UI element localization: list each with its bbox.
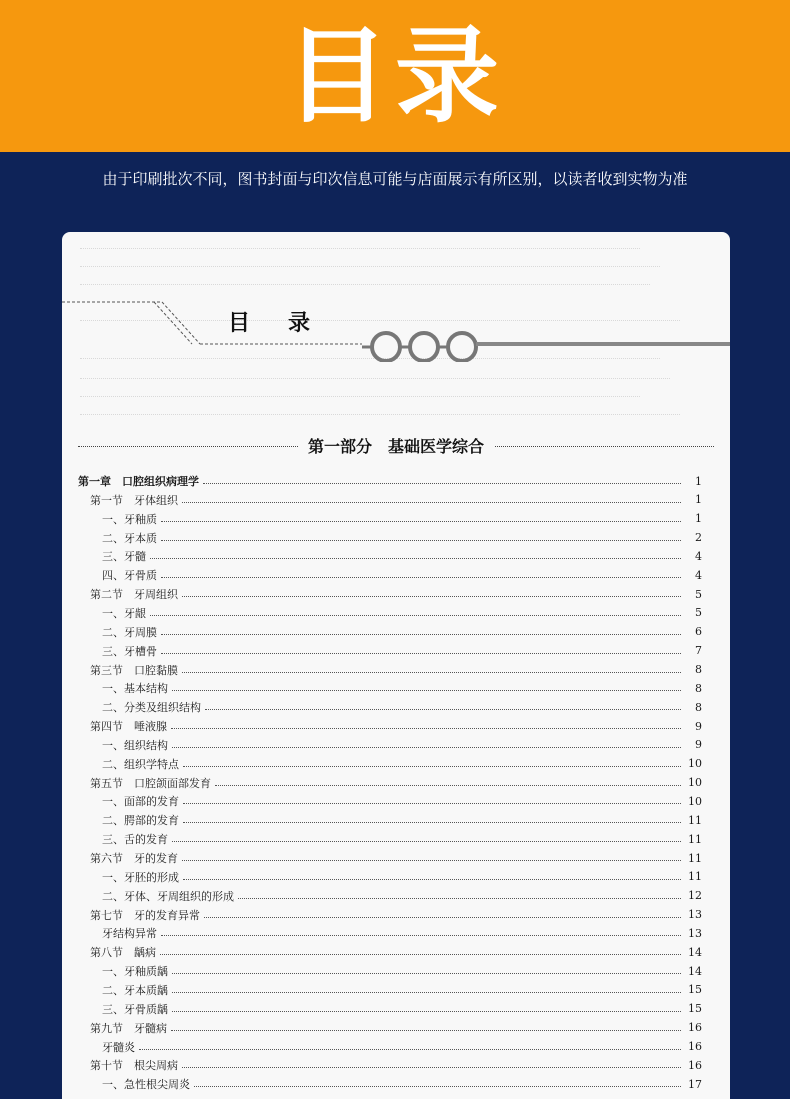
toc-entry	[78, 736, 702, 754]
toc-entry-page: 14	[688, 964, 702, 978]
toc-leader-dots	[161, 540, 681, 541]
toc-entry-page: 5	[695, 606, 702, 620]
toc-leader-dots	[182, 860, 681, 861]
toc-entry	[78, 566, 702, 584]
toc-entry-label: 二、牙本质龋	[102, 983, 168, 997]
toc-entry-page: 10	[688, 776, 702, 790]
toc-leader-dots	[182, 672, 681, 673]
toc-entry-page: 11	[688, 832, 702, 846]
toc-entry	[78, 962, 702, 980]
toc-entry	[78, 1056, 702, 1074]
toc-entry-page: 15	[688, 1002, 702, 1016]
toc-leader-dots	[160, 954, 681, 955]
toc-entry-label: 一、牙龈	[102, 606, 146, 620]
toc-entry	[78, 868, 702, 886]
toc-entry-label: 第三节 口腔黏膜	[90, 663, 178, 677]
toc-leader-dots	[150, 558, 681, 559]
toc-entry	[78, 943, 702, 961]
toc-entry-page: 17	[688, 1077, 702, 1091]
toc-entry-label: 三、牙髓	[102, 550, 146, 564]
toc-entry-label: 一、牙胚的形成	[102, 870, 179, 884]
toc-leader-dots	[139, 1049, 681, 1050]
toc-entry-page: 14	[688, 945, 702, 959]
toc-entry-label: 一、牙釉质龋	[102, 965, 168, 979]
toc-leader-dots	[182, 596, 681, 597]
toc-leader-dots	[171, 728, 681, 729]
toc-leader-dots	[172, 973, 681, 974]
toc-leader-dots	[172, 747, 681, 748]
toc-title: 目录	[228, 311, 349, 336]
toc-leader-dots	[182, 502, 681, 503]
toc-entry	[78, 830, 702, 848]
toc-leader-dots	[171, 1030, 681, 1031]
toc-entry-page: 16	[688, 1058, 702, 1072]
toc-leader-dots	[172, 841, 681, 842]
toc-entry	[78, 585, 702, 603]
toc-entry-page: 2	[695, 531, 702, 545]
toc-entry-label: 第十节 根尖周病	[90, 1059, 178, 1073]
toc-entry-page: 11	[688, 870, 702, 884]
toc-entry-page: 11	[688, 851, 702, 865]
toc-entry-page: 8	[695, 700, 702, 714]
toc-header-ornament-icon	[62, 232, 730, 362]
toc-entry-page: 11	[688, 813, 702, 827]
toc-entry-label: 第五节 口腔颌面部发育	[90, 776, 211, 790]
toc-entry-label: 一、面部的发育	[102, 795, 179, 809]
toc-entry-label: 第七节 牙的发育异常	[90, 908, 200, 922]
toc-entry	[78, 529, 702, 547]
toc-leader-dots	[161, 634, 681, 635]
toc-entry	[78, 698, 702, 716]
toc-entry-page: 5	[695, 587, 702, 601]
toc-leader-dots	[183, 766, 681, 767]
toc-entry-page: 12	[688, 889, 702, 903]
toc-leader-dots	[161, 653, 681, 654]
toc-entry-label: 一、组织结构	[102, 738, 168, 752]
toc-header	[62, 232, 730, 362]
toc-entry-page: 13	[688, 908, 702, 922]
toc-entry-page: 13	[688, 926, 702, 940]
toc-leader-dots	[182, 1067, 681, 1068]
toc-entry-label: 牙结构异常	[102, 927, 157, 941]
toc-leader-dots	[172, 1011, 681, 1012]
toc-leader-dots	[238, 898, 681, 899]
toc-entry-label: 第一节 牙体组织	[90, 493, 178, 507]
toc-leader-dots	[183, 822, 681, 823]
toc-entry-page: 8	[695, 663, 702, 676]
toc-leader-dots	[150, 615, 681, 616]
toc-entry-page: 9	[695, 738, 702, 752]
toc-entry-label: 二、牙体、牙周组织的形成	[102, 889, 234, 903]
toc-entry	[78, 679, 702, 697]
toc-entry	[78, 887, 702, 905]
toc-entry-label: 二、组织学特点	[102, 757, 179, 771]
toc-entry	[78, 604, 702, 622]
toc-entry-page: 16	[688, 1040, 702, 1053]
toc-entry-label: 三、牙骨质龋	[102, 1002, 168, 1016]
toc-entry	[78, 924, 702, 942]
toc-entry-label: 二、腭部的发育	[102, 814, 179, 828]
toc-entry	[78, 792, 702, 810]
toc-entry-page: 15	[688, 983, 702, 997]
toc-entry	[78, 1000, 702, 1018]
toc-entry-label: 一、牙釉质	[102, 512, 157, 526]
toc-entry-label: 一、基本结构	[102, 682, 168, 696]
toc-entry-page: 4	[695, 549, 702, 563]
header-banner	[0, 0, 790, 152]
toc-entry	[78, 547, 702, 565]
toc-entry-label: 第九节 牙髓病	[90, 1021, 167, 1035]
toc-entry-page: 7	[695, 644, 702, 658]
part-title	[78, 434, 714, 457]
toc-entry	[78, 510, 702, 528]
toc-leader-dots	[203, 483, 681, 484]
toc-entry	[78, 1075, 702, 1093]
toc-entry	[78, 811, 702, 829]
toc-entry-label: 二、分类及组织结构	[102, 701, 201, 715]
toc-entry-label: 四、牙骨质	[102, 569, 157, 583]
toc-entry-page: 6	[695, 625, 702, 639]
toc-leader-dots	[194, 1086, 681, 1087]
toc-entry	[78, 774, 702, 792]
toc-leader-dots	[205, 709, 681, 710]
banner-title: 目录	[284, 15, 505, 137]
toc-entry	[78, 491, 702, 509]
toc-leader-dots	[161, 577, 681, 578]
toc-entry-page: 10	[688, 757, 702, 771]
toc-entry	[78, 906, 702, 924]
toc-entry	[78, 981, 702, 999]
toc-entry-label: 第一章 口腔组织病理学	[78, 475, 199, 488]
toc-leader-dots	[204, 917, 681, 918]
toc-entry-page: 16	[688, 1021, 702, 1035]
toc-page-image	[62, 232, 730, 1099]
part-heading	[78, 432, 714, 462]
part-title-text: 第一部分 基础医学综合	[298, 437, 494, 456]
toc-entry	[78, 623, 702, 641]
toc-entry	[78, 642, 702, 660]
toc-entry-page: 1	[695, 512, 702, 526]
toc-entry-label: 二、牙本质	[102, 531, 157, 545]
toc-entry-page: 9	[695, 719, 702, 733]
ghost-line	[80, 378, 670, 379]
ghost-line	[80, 396, 640, 397]
toc-entry-label: 第八节 龋病	[90, 946, 156, 960]
ghost-line	[80, 414, 680, 415]
toc-entry-page: 8	[695, 681, 702, 695]
toc-entry	[78, 849, 702, 867]
toc-entry	[78, 717, 702, 735]
toc-leader-dots	[161, 521, 681, 522]
toc-leader-dots	[172, 992, 681, 993]
toc-leader-dots	[172, 690, 681, 691]
toc-entry	[78, 1019, 702, 1037]
toc-entry	[78, 472, 702, 490]
toc-entry-label: 第二节 牙周组织	[90, 588, 178, 602]
toc-leader-dots	[183, 803, 681, 804]
toc-entry-label: 三、牙槽骨	[102, 644, 157, 658]
toc-entry	[78, 755, 702, 773]
toc-entry-label: 第四节 唾液腺	[90, 720, 167, 734]
toc-entry-label: 一、急性根尖周炎	[102, 1078, 190, 1092]
toc-entry-page: 4	[695, 568, 702, 582]
toc-leader-dots	[183, 879, 681, 880]
toc-entry-label: 二、牙周膜	[102, 625, 157, 639]
print-notice: 由于印刷批次不同，图书封面与印次信息可能与店面展示有所区别，以读者收到实物为准	[102, 170, 688, 188]
toc-entry-page: 1	[695, 493, 702, 507]
toc-entry	[78, 661, 702, 679]
toc-leader-dots	[161, 935, 681, 936]
toc-entry	[78, 1038, 702, 1056]
toc-entry-label: 三、舌的发育	[102, 833, 168, 847]
toc-entry-label: 第六节 牙的发育	[90, 852, 178, 865]
toc-entry-page: 1	[695, 474, 702, 488]
toc-entry-page: 10	[688, 794, 702, 808]
toc-entry-label: 牙髓炎	[102, 1040, 135, 1054]
toc-leader-dots	[215, 785, 681, 786]
